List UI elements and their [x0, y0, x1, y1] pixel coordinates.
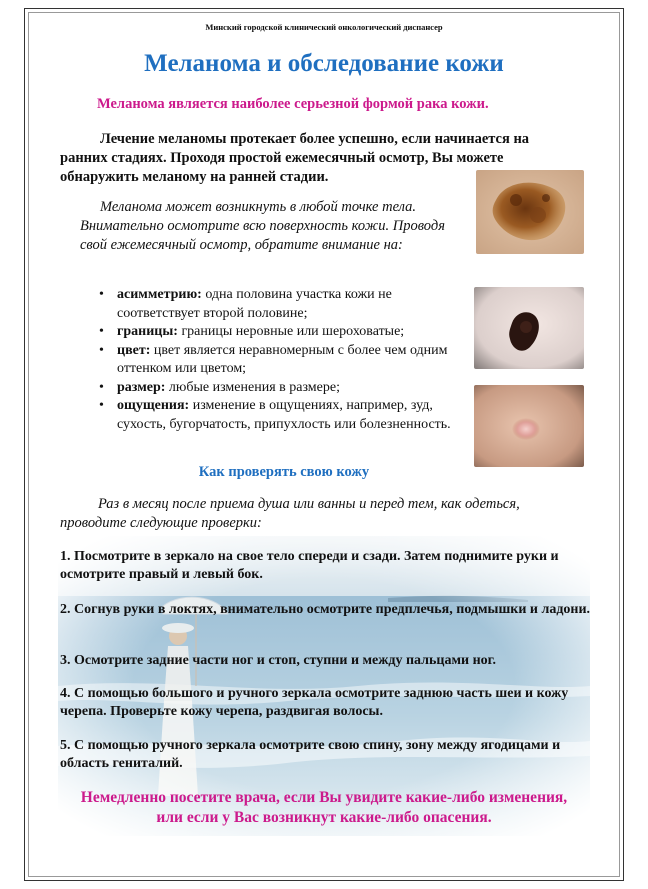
list-item [95, 342, 465, 379]
step-4: 4. С помощью большого и ручного зеркала осмотрите заднюю часть шеи и кожу черепа. Проверьте кожу черепа, раздвигая волосы. [60, 686, 569, 719]
final-warning [0, 788, 648, 828]
sign-term: асимметрию: [117, 287, 202, 302]
list-item [95, 323, 465, 342]
list-item [95, 379, 465, 398]
sign-term: цвет: [117, 342, 151, 358]
page-title: Меланома и обследование кожи [144, 50, 504, 77]
sign-text: границы неровные или шероховатые; [177, 324, 405, 339]
italic-paragraph: Меланома может возникнуть в любой точке тела. Внимательно осмотрите всю поверхность кожи. Проводя свой ежемесячный осмотр, обратите внимание на: [80, 199, 445, 253]
sign-text: одна половина участка кожи не соответствует второй половине; [117, 287, 392, 321]
melanoma-photo-3 [474, 385, 584, 467]
section-title: Как проверять свою кожу [198, 464, 370, 480]
final-warning-text: Немедленно посетите врача, если Вы увидите какие-либо изменения, или если у Вас возникнут какие-либо опасения. [80, 789, 568, 826]
melanoma-photo-1 [476, 170, 584, 254]
step-5: 5. С помощью ручного зеркала осмотрите свою спину, зону между ягодицами и область гениталий. [60, 738, 561, 771]
bullet-icon: • [99, 398, 104, 413]
bullet-icon: • [99, 324, 104, 339]
signs-list [95, 286, 465, 434]
bullet-icon: • [99, 379, 104, 395]
sign-term: границы: [117, 324, 178, 339]
step-3: 3. Осмотрите задние части ног и стоп, ступни и между пальцами ног. [60, 653, 496, 668]
sign-text: изменение в ощущениях, например, зуд, сухость, бугорчатость, припухлость или болезненность. [117, 398, 451, 432]
subtitle: Меланома является наиболее серьезной формой рака кожи. [97, 96, 489, 112]
bullet-icon: • [99, 342, 104, 358]
intro-paragraph: Лечение меланомы протекает более успешно, если начинается на ранних стадиях. Проходя простой ежемесячный осмотр, Вы можете обнаружить меланому на ранней стадии. [60, 131, 530, 185]
melanoma-photo-2 [474, 287, 584, 369]
step-1: 1. Посмотрите в зеркало на свое тело спереди и сзади. Затем поднимите руки и осмотрите правый и левый бок. [60, 549, 559, 582]
sign-text: цвет является неравномерным с более чем одним оттенком или цветом; [117, 342, 448, 376]
organization-name: Минский городской клинический онкологический диспансер [205, 22, 443, 32]
sign-term: размер: [117, 379, 166, 395]
sign-term: ощущения: [117, 398, 190, 413]
howto-intro: Раз в месяц после приема душа или ванны и перед тем, как одеться, проводите следующие проверки: [60, 496, 520, 531]
sign-text: любые изменения в размере; [165, 379, 340, 395]
bullet-icon: • [99, 287, 104, 302]
step-2: 2. Согнув руки в локтях, внимательно осмотрите предплечья, подмышки и ладони. [60, 602, 591, 617]
list-item [95, 286, 465, 323]
list-item [95, 397, 465, 434]
